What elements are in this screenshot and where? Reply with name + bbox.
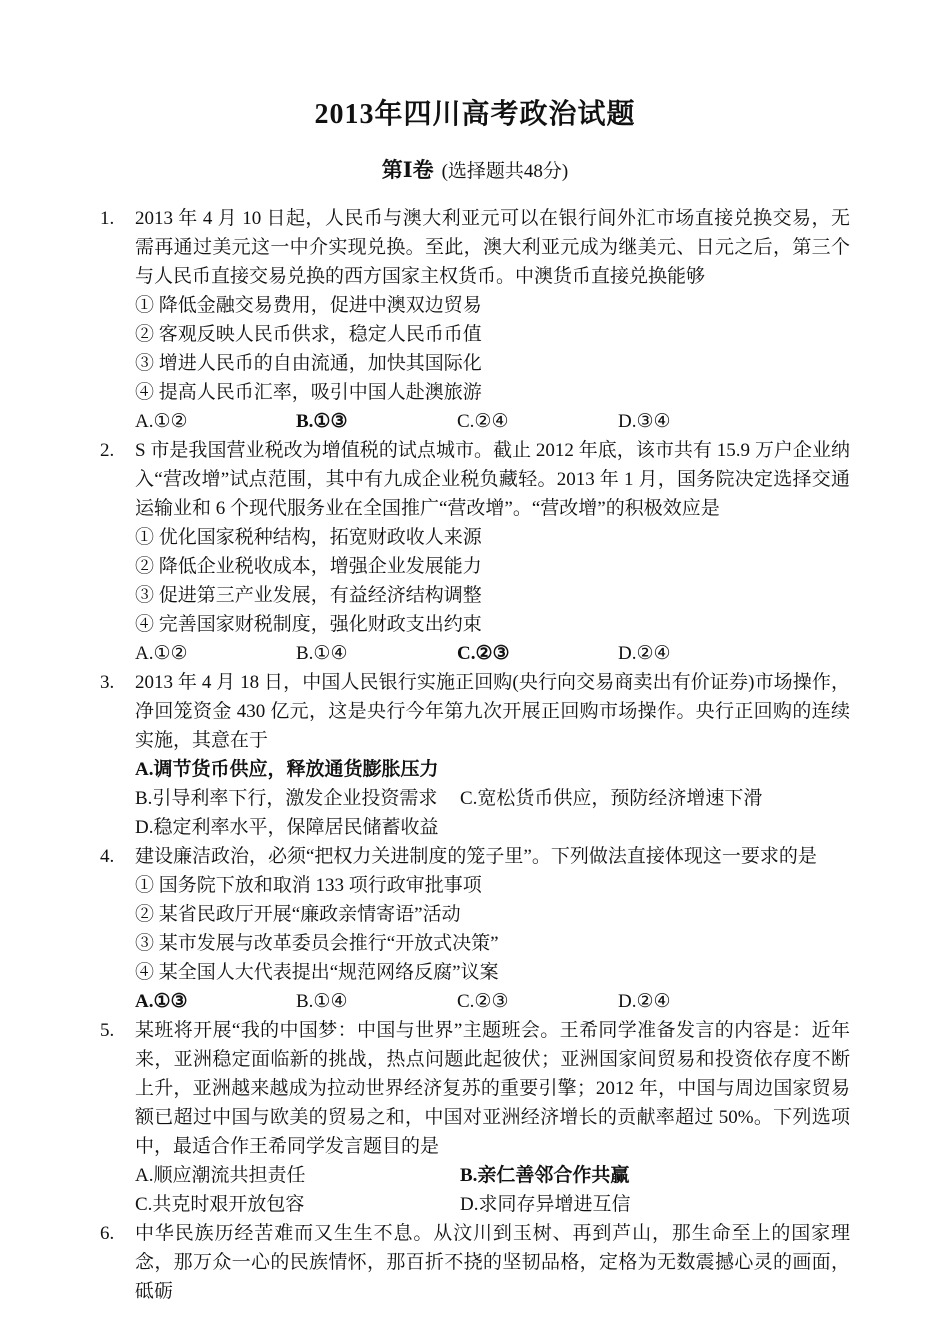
choice-option: A.①② bbox=[135, 643, 188, 664]
choice-row bbox=[135, 639, 850, 668]
question-subitem: ② 某省民政厅开展“廉政亲情寄语”活动 bbox=[135, 904, 461, 925]
question-stem: 建设廉洁政治，必须“把权力关进制度的笼子里”。下列做法直接体现这一要求的是 bbox=[135, 846, 817, 867]
section-heading: 第Ⅰ卷 bbox=[381, 158, 434, 182]
choice-option: D.求同存异增进互信 bbox=[460, 1194, 631, 1215]
question-subitem: ③ 促进第三产业发展，有益经济结构调整 bbox=[135, 585, 482, 606]
choice-option: D.稳定利率水平，保障居民储蓄收益 bbox=[135, 817, 439, 838]
choice-row bbox=[135, 1161, 850, 1190]
choice-option: C.②④ bbox=[457, 411, 509, 432]
section-header bbox=[100, 156, 850, 186]
question-number: 2. bbox=[100, 440, 115, 461]
choice-option: A.调节货币供应，释放通货膨胀压力 bbox=[135, 759, 439, 780]
question-subitem: ② 客观反映人民币供求，稳定人民币币值 bbox=[135, 324, 482, 345]
choice-option: B.引导利率下行，激发企业投资需求 bbox=[135, 788, 438, 809]
choice-row bbox=[135, 813, 850, 842]
question-subitem: ④ 完善国家财税制度，强化财政支出约束 bbox=[135, 614, 482, 635]
question bbox=[100, 1219, 850, 1306]
question-subitem: ① 国务院下放和取消 133 项行政审批事项 bbox=[135, 875, 482, 896]
question-subitem: ② 降低企业税收成本，增强企业发展能力 bbox=[135, 556, 482, 577]
question-subitem: ④ 某全国人大代表提出“规范网络反腐”议案 bbox=[135, 962, 499, 983]
question bbox=[100, 668, 850, 842]
question-subitem: ① 优化国家税种结构，拓宽财政收人来源 bbox=[135, 527, 482, 548]
question-number: 1. bbox=[100, 208, 115, 229]
choice-row bbox=[135, 784, 850, 813]
choice-option: D.③④ bbox=[618, 411, 671, 432]
choice-option: D.②④ bbox=[618, 643, 671, 664]
choice-option: C.宽松货币供应，预防经济增速下滑 bbox=[460, 788, 763, 809]
question-number: 3. bbox=[100, 672, 115, 693]
question-stem: 中华民族历经苦难而又生生不息。从汶川到玉树、再到芦山，那生命至上的国家理念，那万众一心的民族情怀，那百折不挠的坚韧品格，定格为无数震撼心灵的画面，砥砺 bbox=[135, 1223, 850, 1302]
section-note: (选择题共48分) bbox=[441, 161, 569, 182]
question bbox=[100, 204, 850, 436]
choice-option: C.②③ bbox=[457, 643, 510, 664]
question bbox=[100, 436, 850, 668]
question-number: 5. bbox=[100, 1020, 115, 1041]
question-stem: 2013 年 4 月 10 日起，人民币与澳大利亚元可以在银行间外汇市场直接兑换交易，无需再通过美元这一中介实现兑换。至此，澳大利亚元成为继美元、日元之后，第三个与人民币直接交易兑换的西方国家主权货币。中澳货币直接兑换能够 bbox=[135, 208, 850, 287]
choice-option: A.顺应潮流共担责任 bbox=[135, 1165, 306, 1186]
choice-option: A.①③ bbox=[135, 991, 188, 1012]
questions bbox=[100, 204, 850, 1306]
question-number: 4. bbox=[100, 846, 115, 867]
question-stem: S 市是我国营业税改为增值税的试点城市。截止 2012 年底，该市共有 15.9 万户企业纳入“营改增”试点范围，其中有九成企业税负藏轻。2013 年 1 月，国务院决定选择交通运输业和 6 个现代服务业在全国推广“营改增”。“营改增”的积极效应是 bbox=[135, 440, 850, 519]
choice-option: B.①④ bbox=[296, 643, 348, 664]
question-subitem: ③ 增进人民币的自由流通，加快其国际化 bbox=[135, 353, 482, 374]
choice-row bbox=[135, 755, 850, 784]
choice-row bbox=[135, 407, 850, 436]
question bbox=[100, 1016, 850, 1219]
choice-option: C.②③ bbox=[457, 991, 509, 1012]
page-title: 2013年四川高考政治试题 bbox=[314, 99, 636, 130]
question-subitem: ③ 某市发展与改革委员会推行“开放式决策” bbox=[135, 933, 499, 954]
question-number: 6. bbox=[100, 1223, 115, 1244]
choice-option: D.②④ bbox=[618, 991, 671, 1012]
question-subitem: ① 降低金融交易费用，促进中澳双边贸易 bbox=[135, 295, 482, 316]
choice-option: C.共克时艰开放包容 bbox=[135, 1194, 305, 1215]
question bbox=[100, 842, 850, 1016]
question-subitem: ④ 提高人民币汇率，吸引中国人赴澳旅游 bbox=[135, 382, 482, 403]
choice-option: B.①③ bbox=[296, 411, 348, 432]
choice-option: B.①④ bbox=[296, 991, 348, 1012]
choice-row bbox=[135, 1190, 850, 1219]
choice-option: B.亲仁善邻合作共赢 bbox=[460, 1165, 630, 1186]
choice-option: A.①② bbox=[135, 411, 188, 432]
question-stem: 某班将开展“我的中国梦：中国与世界”主题班会。王希同学准备发言的内容是：近年来，亚洲稳定面临新的挑战，热点问题此起彼伏；亚洲国家间贸易和投资依存度不断上升，亚洲越来越成为拉动世界经济复苏的重要引擎；2012 年，中国与周边国家贸易额已超过中国与欧美的贸易之和，中国对亚洲经济增长的贡献率超过 50%。下列选项中，最适合作王希同学发言题目的是 bbox=[135, 1020, 850, 1157]
question-stem: 2013 年 4 月 18 日，中国人民银行实施正回购(央行向交易商卖出有价证券)市场操作，净回笼资金 430 亿元，这是央行今年第九次开展正回购市场操作。央行正回购的连续实施，其意在于 bbox=[135, 672, 850, 751]
choice-row bbox=[135, 987, 850, 1016]
